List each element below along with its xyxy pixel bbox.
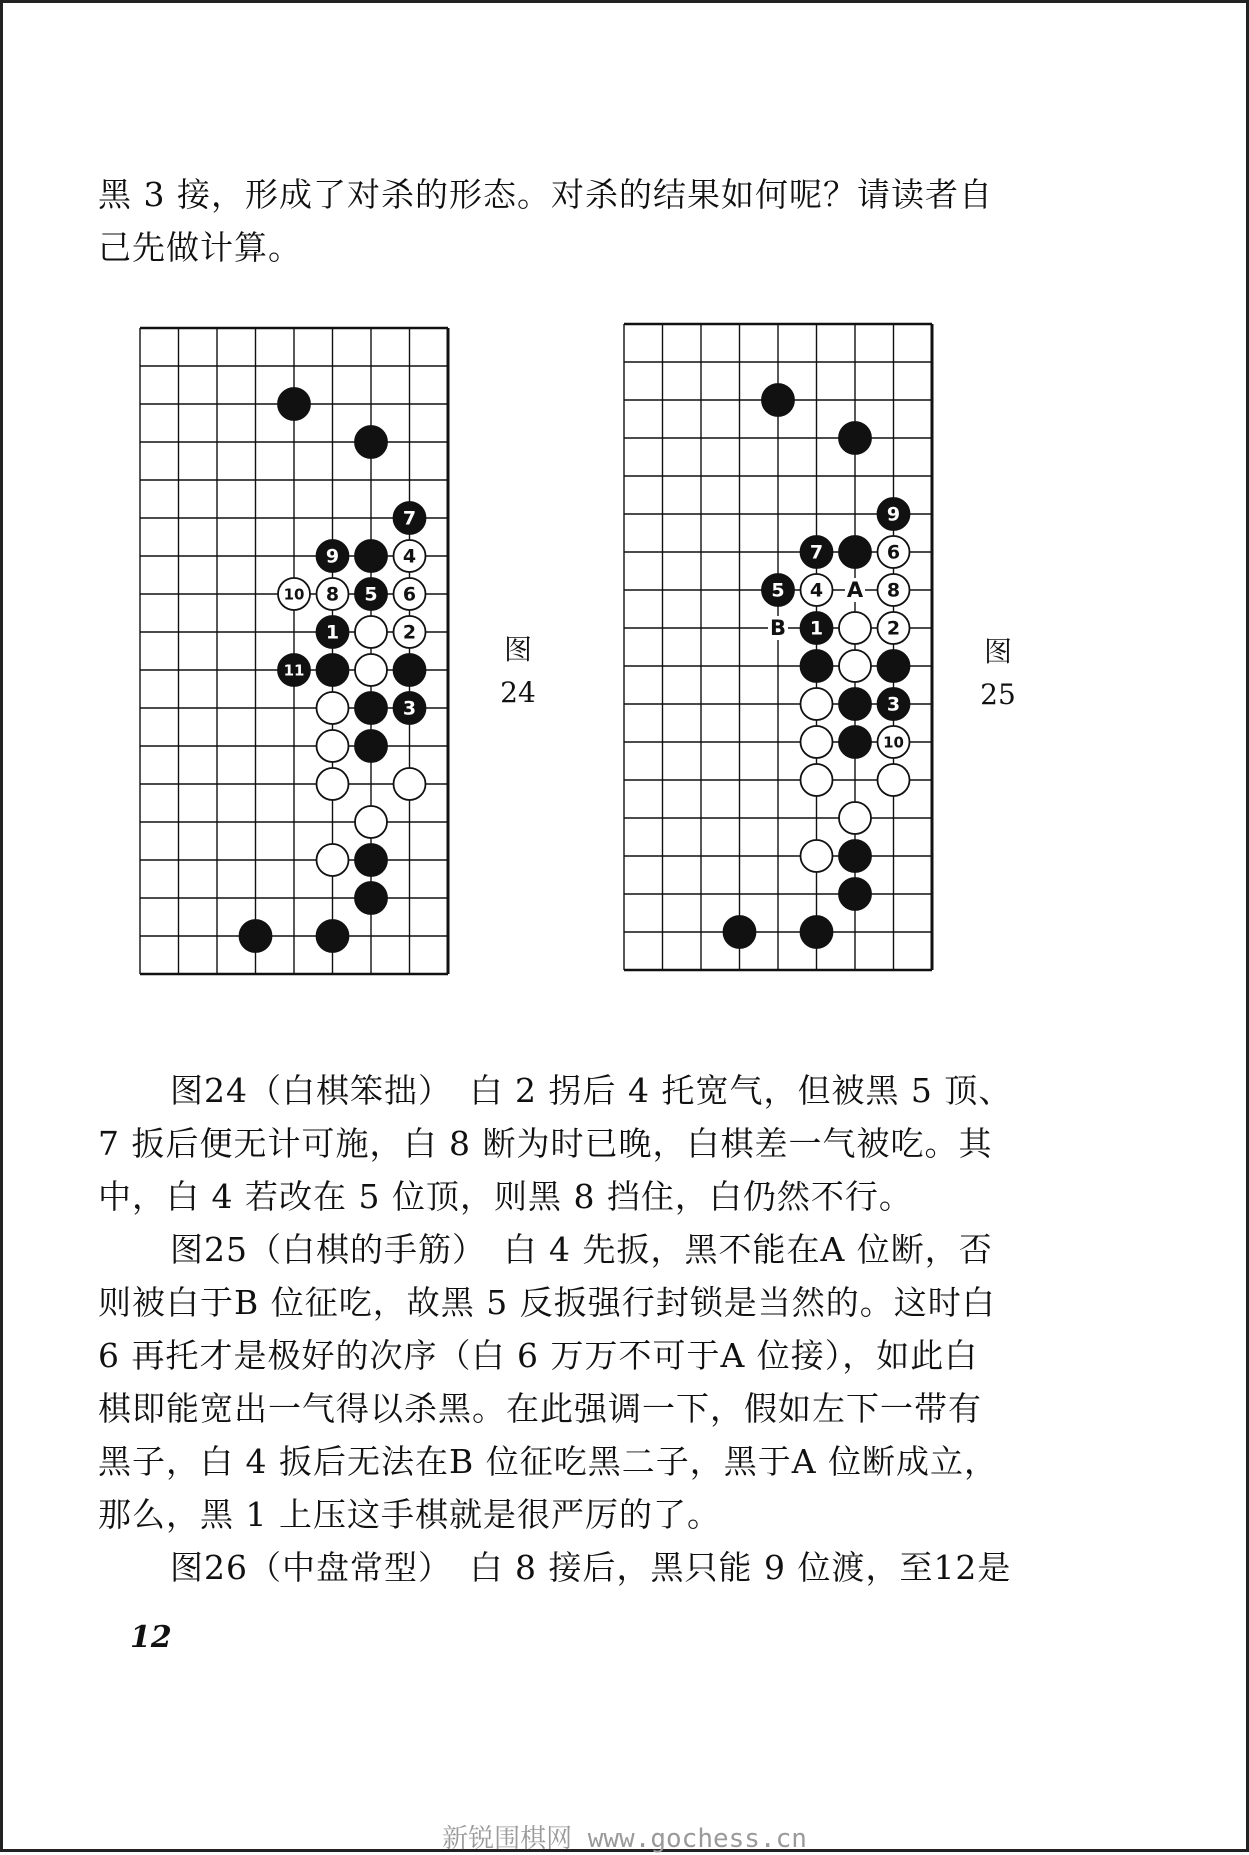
figure-25-label-number: 25: [980, 678, 1016, 711]
svg-text:5: 5: [364, 583, 378, 606]
black-stone: [394, 654, 426, 686]
body-line: 中，白 4 若改在 5 位顶，则黑 8 挡住，白仍然不行。: [98, 1177, 913, 1216]
black-stone: [839, 536, 871, 568]
svg-text:1: 1: [809, 617, 824, 640]
black-stone: [355, 882, 387, 914]
black-stone-3: [394, 692, 426, 724]
black-stone: [839, 878, 871, 910]
white-stone: [355, 616, 387, 648]
svg-text:10: 10: [883, 733, 904, 752]
svg-text:1: 1: [325, 621, 340, 644]
white-stone: [878, 764, 910, 796]
black-stone-5: [355, 578, 387, 610]
black-stone: [839, 688, 871, 720]
black-stone: [355, 844, 387, 876]
black-stone-3: [878, 688, 910, 720]
white-stone: [317, 730, 349, 762]
black-stone-9: [317, 540, 349, 572]
white-stone: [839, 612, 871, 644]
white-stone: [317, 844, 349, 876]
black-stone: [878, 650, 910, 682]
figure-25-label-char: 图: [983, 635, 1012, 668]
black-stone: [839, 840, 871, 872]
black-stone: [317, 654, 349, 686]
position-mark-A: A: [846, 578, 864, 602]
figure-24-label-number: 24: [500, 676, 536, 709]
svg-text:2: 2: [886, 617, 901, 640]
watermark: 新锐围棋网 www.gochess.cn: [442, 1824, 807, 1854]
svg-text:2: 2: [402, 621, 417, 644]
black-stone-9: [878, 498, 910, 530]
white-stone-8: [317, 578, 349, 610]
black-stone: [801, 650, 833, 682]
white-stone: [394, 768, 426, 800]
svg-text:8: 8: [886, 579, 901, 602]
svg-text:4: 4: [402, 545, 417, 568]
white-stone-10: [278, 578, 310, 610]
svg-text:10: 10: [283, 585, 305, 604]
svg-text:4: 4: [809, 579, 824, 602]
white-stone-10: [878, 726, 910, 758]
black-stone: [839, 726, 871, 758]
svg-text:9: 9: [886, 503, 901, 526]
svg-text:7: 7: [809, 541, 824, 564]
white-stone-8: [878, 574, 910, 606]
svg-text:3: 3: [886, 693, 901, 716]
intro-paragraph: [98, 168, 1048, 274]
svg-text:6: 6: [402, 583, 417, 606]
black-stone: [240, 920, 272, 952]
black-stone: [839, 422, 871, 454]
black-stone-11: [278, 654, 310, 686]
figure-24-label-char: 图: [503, 633, 532, 666]
svg-text:5: 5: [771, 579, 785, 602]
white-stone: [839, 650, 871, 682]
white-stone-6: [878, 536, 910, 568]
black-stone: [724, 916, 756, 948]
body-line: 棋即能宽出一气得以杀黑。在此强调一下，假如左下一带有: [98, 1389, 982, 1428]
white-stone: [355, 806, 387, 838]
body-line: 那么，黑 1 上压这手棋就是很严厉的了。: [98, 1495, 721, 1534]
white-stone: [839, 802, 871, 834]
black-stone: [801, 916, 833, 948]
go-diagram-24: [136, 322, 474, 1010]
black-stone-7: [394, 502, 426, 534]
white-stone: [317, 768, 349, 800]
white-stone: [801, 840, 833, 872]
white-stone: [801, 688, 833, 720]
white-stone: [801, 764, 833, 796]
white-stone: [317, 692, 349, 724]
body-line: 图25（白棋的手筋） 白 4 先扳，黑不能在A 位断，否: [170, 1230, 993, 1269]
white-stone: [355, 654, 387, 686]
body-line: 则被白于B 位征吃，故黑 5 反扳强行封锁是当然的。这时白: [98, 1283, 996, 1322]
black-stone-5: [762, 574, 794, 606]
intro-line: 黑 3 接，形成了对杀的形态。对杀的结果如何呢？请读者自: [98, 175, 993, 214]
body-line: 图26（中盘常型） 白 8 接后，黑只能 9 位渡，至12是: [170, 1548, 1012, 1587]
white-stone-4: [394, 540, 426, 572]
white-stone: [801, 726, 833, 758]
black-stone: [355, 540, 387, 572]
black-stone: [355, 692, 387, 724]
black-stone: [278, 388, 310, 420]
body-line: 图24（白棋笨拙） 白 2 拐后 4 托宽气，但被黑 5 顶、: [170, 1071, 1013, 1110]
white-stone-4: [801, 574, 833, 606]
black-stone: [317, 920, 349, 952]
svg-text:7: 7: [402, 507, 417, 530]
white-stone-2: [394, 616, 426, 648]
page-number: 12: [130, 1620, 172, 1655]
black-stone: [355, 730, 387, 762]
body-line: 6 再托才是极好的次序（白 6 万万不可于A 位接），如此白: [98, 1336, 979, 1375]
white-stone-6: [394, 578, 426, 610]
body-line: 黑子，白 4 扳后无法在B 位征吃黑二子，黑于A 位断成立，: [98, 1442, 999, 1481]
svg-text:9: 9: [325, 545, 340, 568]
svg-text:6: 6: [886, 541, 901, 564]
black-stone-1: [801, 612, 833, 644]
position-mark-B: B: [769, 616, 787, 640]
svg-text:11: 11: [283, 661, 305, 680]
body-line: 7 扳后便无计可施，白 8 断为时已晚，白棋差一气被吃。其: [98, 1124, 993, 1163]
intro-line: 己先做计算。: [98, 228, 302, 267]
white-stone-2: [878, 612, 910, 644]
black-stone: [762, 384, 794, 416]
svg-text:3: 3: [402, 697, 417, 720]
body-paragraphs: [98, 1064, 1048, 1594]
black-stone: [355, 426, 387, 458]
black-stone-7: [801, 536, 833, 568]
black-stone-1: [317, 616, 349, 648]
go-diagram-25: [620, 318, 958, 1006]
svg-text:8: 8: [325, 583, 340, 606]
